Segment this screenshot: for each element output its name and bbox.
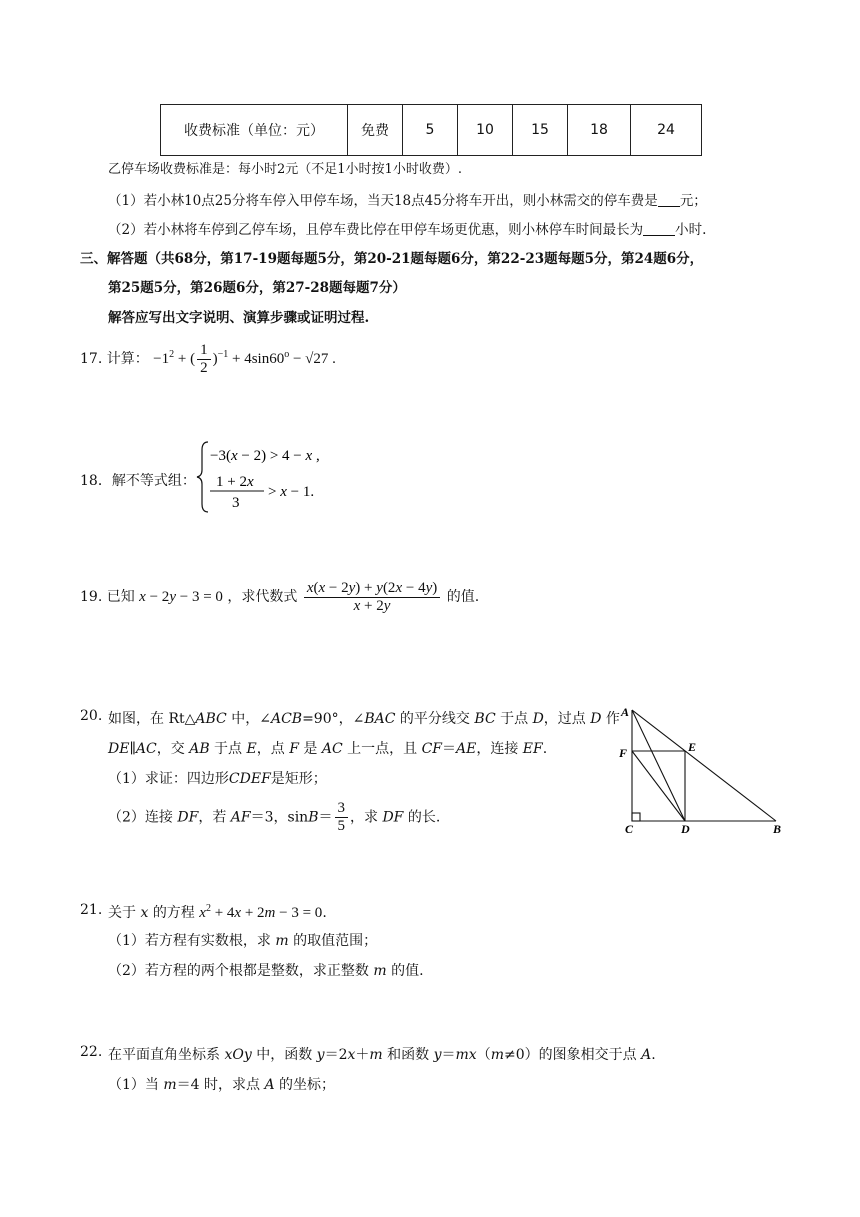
- vertex-label-c: C: [625, 822, 634, 836]
- q22-part1-text: （1）当: [108, 1077, 159, 1093]
- vertex-label-d: D: [681, 822, 690, 836]
- table-cell: 5: [403, 105, 458, 156]
- q22-part1-tail: 的坐标；: [279, 1077, 336, 1093]
- q17-label: 17. 计算：: [80, 350, 149, 367]
- q17: [80, 342, 336, 377]
- table-cell: 24: [631, 105, 702, 156]
- vertex-label-a: A: [621, 705, 630, 719]
- vertex-label-e: E: [688, 740, 697, 754]
- q20-part2: （2）连接 DF，若 AF＝3，sinB＝ $\frac{3}{5}$ ，求 DF 的长.: [108, 800, 441, 834]
- table-cell: 10: [458, 105, 513, 156]
- q16-part1-text: （1）若小林10点25分将车停入甲停车场，当天18点45分将车开出，则小林需交的停车费是: [108, 193, 658, 209]
- q16-station-b-rule: 乙停车场收费标准是：每小时2元（不足1小时按1小时收费）.: [108, 162, 462, 177]
- q16-part2: [108, 218, 706, 238]
- table-cell: 15: [513, 105, 568, 156]
- q20-part2-tail: 的长.: [407, 809, 441, 826]
- q22-stem-text-b: 中，函数: [256, 1047, 313, 1063]
- q19-tail: 的值.: [446, 588, 480, 605]
- q21-part1-tail: 的取值范围；: [293, 933, 378, 949]
- table-cell: 18: [568, 105, 631, 156]
- q21-num: 21.: [80, 902, 103, 918]
- svg-text:1 + 2x: 1 + 2x: [216, 474, 254, 490]
- section-title-cont: 第25题5分，第26题6分，第27-28题每题7分）: [108, 280, 406, 296]
- q21-stem-text-b: 的方程: [152, 905, 195, 921]
- section-title: 三、解答题（共68分，第17-19题每题5分，第20-21题每题6分，第22-23题每题5分，第24题6分，: [80, 251, 704, 267]
- q19-expression: $\frac{x(x - 2y) + y(2x - 4y)}{x + 2y}$: [302, 589, 442, 605]
- table-row: [161, 105, 702, 156]
- q19-label: 19. 已知: [80, 588, 135, 605]
- q18-label: 18．解不等式组：: [80, 473, 196, 489]
- q22-part1: （1）当 m＝4 时，求点 A 的坐标；: [108, 1077, 336, 1093]
- q20-stem-line2: DE∥AC，交 AB 于点 E，点 F 是 AC 上一点，且 CF＝AE，连接 EF.: [108, 741, 548, 757]
- q16-part2-text: （2）若小林将车停到乙停车场，且停车费比停在甲停车场更优惠，则小林停车时间最长为: [108, 222, 644, 238]
- q19-mid: ，求代数式: [227, 588, 298, 605]
- q22-stem-text-d: 的图象相交于点: [538, 1047, 637, 1063]
- q20-part1-tail: 是矩形；: [270, 771, 327, 787]
- answer-blank[interactable]: [658, 192, 680, 207]
- answer-blank[interactable]: [643, 221, 675, 236]
- table-header-cell: 收费标准（单位：元）: [161, 105, 348, 156]
- q16-part1: [108, 189, 707, 209]
- q21-part2-tail: 的值.: [391, 963, 424, 979]
- q19: [80, 580, 479, 615]
- q22-stem-text-c: 和函数: [387, 1047, 430, 1063]
- q22-stem-text: 在平面直角坐标系: [108, 1047, 220, 1063]
- q22-num: 22.: [80, 1044, 103, 1060]
- q17-expression: $-1^2$ + ( $\frac{1}{2}$ )$^{-1} + 4\sin 60^o - √27$ .: [153, 342, 336, 376]
- q20-part1-text: （1）求证：四边形: [108, 771, 229, 787]
- q16-part2-unit: 小时.: [675, 222, 707, 238]
- q18-inequality-system: [196, 438, 336, 516]
- q22-part1-mid: 时，求点: [204, 1077, 261, 1093]
- q22-stem: 在平面直角坐标系 xOy 中，函数 y＝2x＋m 和函数 y＝mx（m≠0）的图象相交于点 A.: [108, 1047, 656, 1063]
- q21-part2-text: （2）若方程的两个根都是整数，求正整数: [108, 963, 369, 979]
- table-cell: 免费: [348, 105, 403, 156]
- q21-stem: 关于 x 的方程 $x^2 + 4x + 2m - 3 = 0$.: [108, 903, 327, 921]
- svg-text:−3(x − 2) > 4 − x ,: −3(x − 2) > 4 − x ,: [210, 448, 320, 464]
- vertex-label-f: F: [619, 746, 628, 760]
- q19-condition: x − 2y − 3 = 0: [139, 588, 223, 605]
- svg-text:> x − 1.: > x − 1.: [268, 484, 315, 500]
- q20-part2-text: （2）连接: [108, 809, 173, 826]
- fee-table: [160, 104, 702, 156]
- q20-stem-line1: 如图，在 Rt△ABC 中，∠ACB=90°，∠BAC 的平分线交 BC 于点 D，过点 D 作: [108, 711, 620, 727]
- q16-part1-unit: 元；: [679, 193, 707, 209]
- q21-part1: （1）若方程有实数根，求 m 的取值范围；: [108, 933, 378, 949]
- svg-text:3: 3: [232, 495, 240, 511]
- q20-triangle-figure: [612, 700, 792, 840]
- q21-part1-text: （1）若方程有实数根，求: [108, 933, 271, 949]
- q20-num: 20.: [80, 708, 103, 724]
- vertex-label-b: B: [773, 822, 782, 836]
- section-instruction: 解答应写出文字说明、演算步骤或证明过程.: [108, 310, 370, 326]
- q20-part1: （1）求证：四边形CDEF是矩形；: [108, 771, 327, 787]
- q20-part2-mid: ，求: [350, 809, 378, 826]
- q21-part2: （2）若方程的两个根都是整数，求正整数 m 的值.: [108, 963, 424, 979]
- q21-stem-text: 关于: [108, 905, 136, 921]
